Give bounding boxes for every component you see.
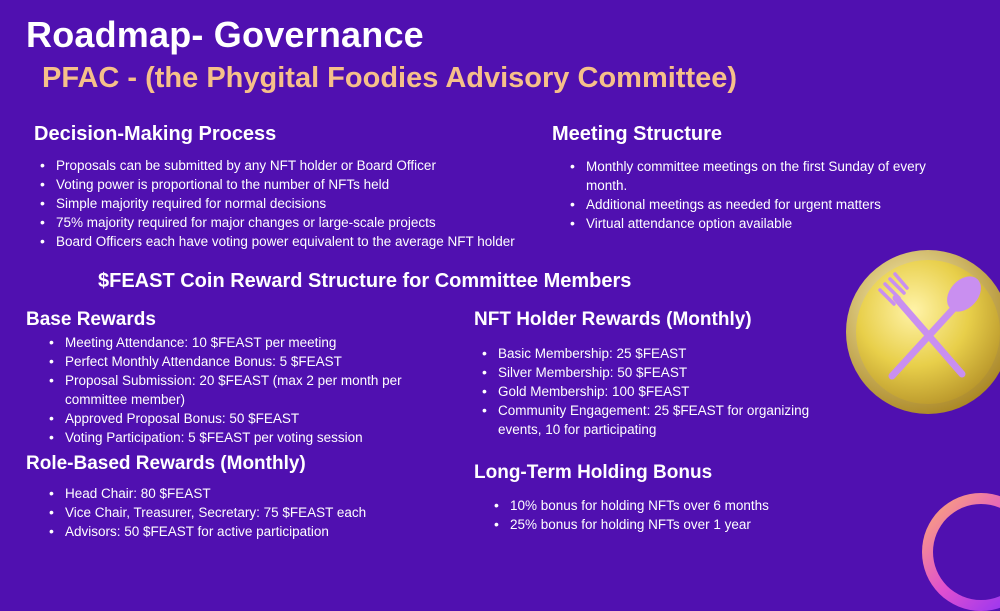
list-item: • Gold Membership: 100 $FEAST bbox=[480, 382, 810, 401]
list-item: • Board Officers each have voting power equivalent to the average NFT holder bbox=[38, 232, 558, 251]
meeting-structure-heading: Meeting Structure bbox=[552, 123, 723, 145]
list-item: • 10% bonus for holding NFTs over 6 months bbox=[492, 496, 852, 515]
list-item: • Proposals can be submitted by any NFT holder or Board Officer bbox=[38, 156, 558, 175]
list-item: • Basic Membership: 25 $FEAST bbox=[480, 344, 810, 363]
list-item: • Advisors: 50 $FEAST for active participation bbox=[47, 522, 457, 541]
role-rewards-list bbox=[47, 484, 457, 541]
list-item: • Silver Membership: 50 $FEAST bbox=[480, 363, 810, 382]
decision-making-heading: Decision-Making Process bbox=[34, 123, 277, 145]
decorative-ring bbox=[922, 493, 1000, 611]
list-item: • Monthly committee meetings on the first Sunday of every month. bbox=[568, 157, 928, 195]
list-item: • 75% majority required for major changes or large-scale projects bbox=[38, 213, 558, 232]
nft-rewards-list bbox=[480, 344, 810, 439]
list-item: • Simple majority required for normal decisions bbox=[38, 194, 558, 213]
page-subtitle: PFAC - (the Phygital Foodies Advisory Committee) bbox=[42, 62, 738, 94]
list-item: • Meeting Attendance: 10 $FEAST per meeting bbox=[47, 333, 457, 352]
list-item: • Voting power is proportional to the number of NFTs held bbox=[38, 175, 558, 194]
fork-spoon-coin-icon bbox=[844, 248, 1000, 416]
page-title: Roadmap- Governance bbox=[26, 14, 424, 55]
list-item: • 25% bonus for holding NFTs over 1 year bbox=[492, 515, 852, 534]
list-item: • Proposal Submission: 20 $FEAST (max 2 per month per committee member) bbox=[47, 371, 457, 409]
base-rewards-list bbox=[47, 333, 457, 447]
holding-bonus-list bbox=[492, 496, 852, 534]
base-rewards-heading: Base Rewards bbox=[26, 309, 156, 330]
nft-rewards-heading: NFT Holder Rewards (Monthly) bbox=[474, 309, 752, 330]
list-item: • Community Engagement: 25 $FEAST for organizing events, 10 for participating bbox=[480, 401, 810, 439]
role-rewards-heading: Role-Based Rewards (Monthly) bbox=[26, 453, 306, 474]
list-item: • Head Chair: 80 $FEAST bbox=[47, 484, 457, 503]
list-item: • Perfect Monthly Attendance Bonus: 5 $FEAST bbox=[47, 352, 457, 371]
list-item: • Voting Participation: 5 $FEAST per voting session bbox=[47, 428, 457, 447]
meeting-structure-list bbox=[568, 157, 928, 233]
reward-structure-heading: $FEAST Coin Reward Structure for Committee Members bbox=[98, 270, 632, 292]
list-item: • Additional meetings as needed for urgent matters bbox=[568, 195, 928, 214]
holding-bonus-heading: Long-Term Holding Bonus bbox=[474, 462, 713, 483]
list-item: • Virtual attendance option available bbox=[568, 214, 928, 233]
list-item: • Vice Chair, Treasurer, Secretary: 75 $FEAST each bbox=[47, 503, 457, 522]
list-item: • Approved Proposal Bonus: 50 $FEAST bbox=[47, 409, 457, 428]
decision-making-list bbox=[38, 156, 558, 251]
